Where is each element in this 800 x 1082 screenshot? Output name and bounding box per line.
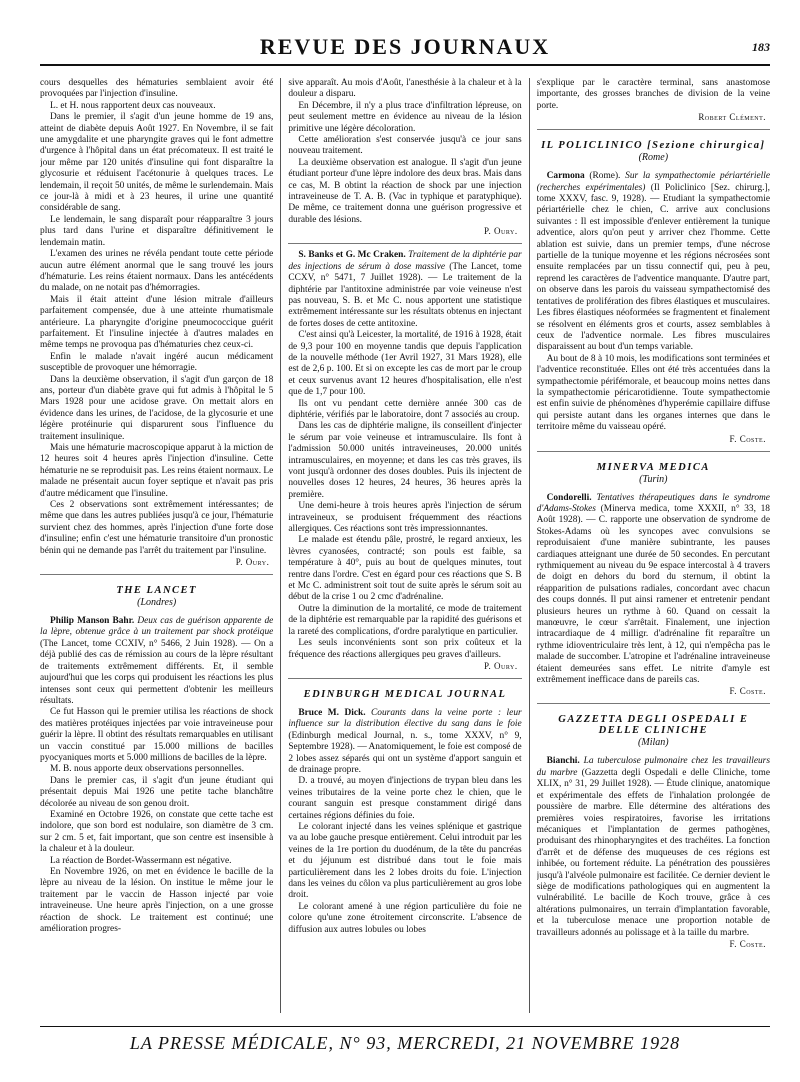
- paragraph: Dans la deuxième observation, il s'agit d'un garçon de 18 ans, porteur d'un diabète grave qui fut admis à l'hôpital le 5 Mars 1928 pour une acidose grave. On mettait alors en évidence dans les urines, de l'acidose, de la glycosurie et une légère protéinurie qui disparurent sous l'influence du traitement insulinique.: [40, 374, 274, 442]
- article-author: Bruce M. Dick.: [298, 707, 366, 718]
- paragraph: C'est ainsi qu'à Leicester, la mortalité, de 1916 à 1928, était de 9,3 pour 100 en moyenne tandis que depuis l'application de la nouvelle méthode (1er Avril 1927, 31 Mars 1928), elle est de 2,6 p. 100. Et si on excepte les cas de mort par le croup et ceux survenus avant 12 heures d'hospitalisation, elle n'est que de 1,7 pour 100.: [288, 330, 522, 398]
- author-signature: P. Oury.: [484, 226, 518, 237]
- section-divider: [288, 678, 521, 679]
- paragraph: En Décembre, il n'y a plus trace d'infiltration lépreuse, on peut seulement mettre en évidence au niveau de la lésion primitive une légère décoloration.: [288, 100, 522, 134]
- paragraph: sive apparaît. Au mois d'Août, l'anesthésie à la chaleur et à la douleur a disparu.: [288, 78, 522, 100]
- section-divider: [288, 243, 521, 244]
- journal-city: (Rome): [638, 152, 669, 164]
- article-text: (Minerva medica, tome XXXII, n° 33, 18 Août 1928). — C. rapporte une observation de syndrome de Stokes-Adams où les syncopes avec convulsions se reproduisaient d'une manière subintrante, les pauses cardiaques atteignant une durée de 50 secondes. En percutant rythmiquement au niveau du 9e espace intercostal à 4 travers de doigt en dehors du bord du sternum, il obtint la réapparition de pulsations radiales, concordant avec chacun des coups donnés. Il put ainsi ramener et entretenir pendant plusieurs heures un rythme à 60. Quand on cessait la manœuvre, le cœur s'arrêtait. Finalement, une injection intracardiaque de 4 milligr. d'adrénaline fit reparaître un rythme idioventriculaire très lent, à 12, qui n'empêcha pas le malade de succomber. L'atropine et l'adrénaline intraveineuse étaient demeurées sans effet. Le nitrite d'amyle est extrêmement inefficace dans de pareils cas.: [536, 503, 770, 686]
- paragraph: cours desquelles des hématuries semblaient avoir été provoquées par l'injection d'insuline.: [40, 78, 274, 100]
- article-abstract: [537, 493, 770, 687]
- paragraph: L'examen des urines ne révéla pendant toute cette période aucun autre élément anormal que le sang trouvé les jours d'hématurie. Les reins étaient normaux. Dans les antécédents du malade, on ne notait pas d'hémorragies.: [40, 249, 274, 294]
- paragraph: Les seuls inconvénients sont son prix coûteux et la fréquence des réactions allergiques peu graves d'ailleurs.: [288, 638, 522, 660]
- article-text: (Gazzetta degli Ospedali e delle Cliniche, tome XLIX, n° 31, 29 Juillet 1928). — Étude clinique, anatomique et expérimentale des effets de l'inhalation prolongée de poussière de marbre. Elle détermine des altérations des premières voies respiratoires, favorise les irritations mécaniques et l'implantation de germes pathogènes, produisant des rhinopharyngites et des trachéites. La fonction d'arrêt et de défense des muqueuses de ces régions est inhibée, ou fortement réduite. La pénétration des poussières jusqu'à l'alvéole pulmonaire est facilitée. Ce dernier devient le siège de modifications pathologiques qui en augmentent la vulnérabilité. Le bacille de Koch trouve, grâce à ces altérations pulmonaires, un terrain d'implantation favorable, et la tuberculose menace une proportion notable de travailleurs adonnés au polissage et à la taille du marbre.: [536, 767, 770, 938]
- footer-publication-line: LA PRESSE MÉDICALE, N° 93, MERCREDI, 21 NOVEMBRE 1928: [129, 1033, 681, 1053]
- article-title: La tuberculose pulmonaire chez les travailleurs du marbre: [536, 756, 770, 778]
- article-abstract: [40, 616, 273, 707]
- paragraph: D. a trouvé, au moyen d'injections de trypan bleu dans les veines tributaires de la veine porte chez le chien, que le courant sanguin est presque constamment dirigé dans certaines régions définies du foie.: [288, 776, 522, 821]
- section-divider: [537, 703, 770, 704]
- paragraph: Le colorant injecté dans les veines splénique et gastrique va au lobe gauche presque entièrement. Celui introduit par les veines de la 1re portion du duodénum, de la tête du pancréas et du jéjunum est distribué dans tout le foie mais particulièrement dans les 2 lobes droits du foie. L'injection dans les veines du côlon va plus particulièrement au gros lobe droit.: [288, 821, 522, 901]
- column-3: [537, 78, 770, 1013]
- article-title: Courants dans la veine porte : leur influence sur la distribution élective du sang dans le foie: [288, 707, 522, 730]
- article-columns: [40, 78, 770, 1013]
- paragraph: M. B. nous apporte deux observations personnelles.: [50, 764, 244, 775]
- article-author: S. Banks et G. Mc Craken.: [298, 250, 406, 261]
- journal-city: (Londres): [137, 597, 177, 609]
- paragraph: Au bout de 8 à 10 mois, les modifications sont terminées et l'adventice reconstituée. Elles ont été très accentuées dans la sympathectomie périfémorale, et beaucoup moins nettes dans la sympathectomie péricarotidienne. Toute sympathectomie est enfin suivie de phénomènes d'hyperémie capillaire diffuse qui persiste autant dans les organes internes que dans le territoire même du vaisseau opéré.: [536, 353, 770, 433]
- paragraph: La réaction de Bordet-Wassermann est négative.: [50, 855, 232, 866]
- paragraph: Le colorant amené à une région particulière du foie ne colore qu'une zone étroitement circonscrite. L'absence de diffusion aux autres lobules ou lobes: [288, 901, 522, 935]
- journal-city: (Milan): [638, 737, 669, 749]
- column-1: [40, 78, 273, 1013]
- journal-heading: GAZZETTA DEGLI OSPEDALI E DELLE CLINICHE: [558, 714, 749, 737]
- author-signature: F. Coste.: [729, 433, 766, 444]
- journal-city: (Turin): [639, 473, 668, 485]
- article-author: Condorelli.: [546, 492, 592, 503]
- paragraph: Outre la diminution de la mortalité, ce mode de traitement de la diphtérie est remarquable par la rapidité des guérisons et la rareté des complications, d'ordre paralytique en particulier.: [288, 603, 522, 637]
- journal-heading: EDINBURGH MEDICAL JOURNAL: [303, 688, 507, 700]
- paragraph: Mais une hématurie macroscopique apparut à la miction de 12 heures soit 4 heures après l'injection d'insuline. Cette hématurie ne se reproduisit pas. Les reins étaient normaux. Le malade ne présentait aucun foyer septique et n'avait pas pris d'autre médicament que l'insuline.: [40, 443, 274, 499]
- section-divider: [40, 574, 273, 575]
- page-number: 183: [752, 40, 770, 54]
- journal-heading: THE LANCET: [116, 585, 197, 597]
- article-abstract: [537, 171, 770, 354]
- page-title: REVUE DES JOURNAUX: [259, 34, 551, 59]
- paragraph: L. et H. nous rapportent deux cas nouveaux.: [50, 100, 216, 111]
- article-title: Traitement de la diphtérie par des injections de sérum à dose massive: [288, 250, 522, 272]
- section-divider: [537, 451, 770, 452]
- article-author: Philip Manson Bahr.: [50, 616, 135, 627]
- paragraph: Ils ont vu pendant cette dernière année 300 cas de diphtérie, vérifiés par le laboratoire, dont 7 associés au croup.: [288, 398, 522, 420]
- author-signature: F. Coste.: [729, 686, 766, 697]
- article-author: Bianchi.: [546, 756, 580, 767]
- paragraph: Examiné en Octobre 1926, on constate que cette tache est indolore, que son bord est nodulaire, son diamètre de 3 cm. sur 2 cm. 5 et, fait important, que son centre est insensible à la chaleur et à la douleur.: [40, 809, 274, 855]
- paragraph: Une demi-heure à trois heures après l'injection de sérum intraveineux, se produisent fréquemment des réactions allergiques. Ces réactions sont très impressionnantes.: [288, 501, 522, 535]
- paragraph: Cette amélioration s'est conservée jusqu'à ce jour sans nouveau traitement.: [288, 135, 522, 157]
- column-2: [288, 78, 521, 1013]
- paragraph: Dans le premier, il s'agit d'un jeune homme de 19 ans, atteint de diabète depuis Août 1927. En Novembre, il se fait une amygdalite et une pharyngite graves qui le font admettre d'urgence à l'hôpital dans un état précomateux. Il est traité le jour même par 120 unités d'insuline qui font disparaître la glycosurie et réduisent l'acétonurie à quelques traces. Le lendemain, il reçoit 50 unités, de même le surlendemain. Mais ce jour-là à midi et à 23 heures, il urine une quantité considérable de sang.: [40, 112, 274, 214]
- article-text: (Il Policlinico [Sez. chirurg.], tome XXXV, fasc. 9, 1928). — Etudiant la sympathectomie périartérielle chez le chien, C. arrive aux conclusions suivantes : Il est impossible d'enlever entièrement la tunique adventice, alors qu'on peut y arriver chez l'homme. Cette ablation est suivie, dans un premier temps, d'une nécrose partielle de la tunique moyenne et les régions nécrosées sont ensuite remplacées par un tissu connectif qui, peu à peu, reprend les caractères de l'adventice manquante. D'autre part, on observe dans les parois du vaisseau sympathectomisé des tentatives de prolifération des fibres élastiques et musculaires. Les fibres élastiques néoformées se fragmentent et finalement se résolvent en éléments gros et courts, assez semblables à ceux de l'adventice normale. Les fibres musculaires disparaissent au bout d'un temps variable.: [536, 182, 770, 353]
- paragraph: En Novembre 1926, on met en évidence le bacille de la lèpre au niveau de la lésion. On institue le même jour le traitement par le vaccin de Hasson injecté par voie intraveineuse. Une heure après l'injection, on a une grosse réaction de shock. Le traitement est continué; une amélioration progres-: [40, 867, 274, 935]
- article-text: (The Lancet, tome CCXV, n° 5471, 7 Juillet 1928). — Le traitement de la diphtérie par l'antitoxine administrée par voie veineuse n'est pas nouveau, S. B. et Mc C. nous apportent une statistique extrêmement intéressante sur les résultats obtenus en injectant de fortes doses de cette antitoxine.: [288, 261, 522, 329]
- article-abstract: [537, 756, 770, 939]
- author-signature: P. Oury.: [484, 660, 518, 671]
- article-abstract: [288, 250, 521, 330]
- paragraph: s'explique par le caractère terminal, sans anastomose importante, des grosses branches de division de la veine porte.: [536, 78, 770, 111]
- journal-heading: MINERVA MEDICA: [596, 461, 710, 473]
- paragraph: Dans le premier cas, il s'agit d'un jeune étudiant qui présentait depuis Mai 1926 une petite tache blanchâtre décolorée au niveau de son genou droit.: [40, 775, 274, 809]
- page-header: [40, 30, 770, 66]
- paragraph: Le malade est étendu pâle, prostré, le regard anxieux, les lèvres cyanosées, contracté; son pouls est faible, sa température à 40°, puis au bout de quelques minutes, tout rentre dans l'ordre. C'est en égard pour ces réactions que S. B et Mc C. administrent soit tout de suite après le sérum soit au début de la crise 1 ou 2 cmc d'adrénaline.: [288, 535, 522, 603]
- paragraph: Le lendemain, le sang disparaît pour réapparaître 3 jours plus tard dans l'urine et disparaître définitivement le lendemain matin.: [40, 214, 274, 248]
- article-text: (The Lancet, tome CCXIV, n° 5466, 2 Juin 1928). — On a déjà publié des cas de rémission au cours de la lèpre résultant de traitements extrêmement différents. Et, il semble aujourd'hui que les corps qui produisent les réactions les plus intenses sont ceux qui permettent d'obtenir les meilleurs résultats.: [40, 638, 274, 706]
- article-abstract: [288, 708, 521, 776]
- column-divider: [280, 78, 281, 1013]
- journal-heading: IL POLICLINICO [Sezione chirurgica]: [541, 140, 766, 152]
- article-title: Tentatives thérapeutiques dans le syndrome d'Adams-Stokes: [536, 492, 770, 514]
- paragraph: Enfin le malade n'avait ingéré aucun médicament susceptible de provoquer une hémorragie.: [40, 351, 274, 374]
- paragraph: Dans les cas de diphtérie maligne, ils conseillent d'injecter le sérum par voie veineuse et intramusculaire. Ils font à l'admission 50.000 unités intraveineuses, 20.000 unités intramusculaires, en moyenne; et dans les cas très graves, ils vont jusqu'à ordonner des doses doubles. Puis ils injectent de nouvelles doses 12 heures, 24 heures, 36 heures après la première.: [288, 421, 522, 500]
- paragraph: La deuxième observation est analogue. Il s'agit d'un jeune étudiant porteur d'une lèpre indolore des deux bras. Mais dans ce cas, M. B obtint la réaction de shock par une injection intraveineuse de T. A. B. (Vac in typhique et paratyphique). De même, ce traitement donna une guérison progressive et durable des lésions.: [288, 157, 522, 225]
- author-signature: Robert Clément.: [698, 112, 766, 123]
- article-text: (Edinburgh medical Journal, n. s., tome XXXV, n° 9, Septembre 1928). — Anatomiquement, le foie est composé de 2 lobes assez séparés qui ont un système d'apport sanguin et de drainage propre.: [288, 730, 522, 775]
- article-author: Carmona: [546, 171, 585, 182]
- paragraph: Mais il était atteint d'une lésion mitrale d'ailleurs parfaitement compensée, due à une atteinte rhumatismale antérieure. La pharyngite d'origine pneumococcique guérit parfaitement. Et l'insuline injectée à d'autres malades en même temps ne provoqua pas d'hématuries chez ceux-ci.: [40, 294, 274, 351]
- author-signature: F. Coste.: [729, 938, 766, 949]
- article-city: (Rome).: [589, 171, 621, 182]
- section-divider: [537, 129, 770, 130]
- paragraph: Ces 2 observations sont extrêmement intéressantes; de même que dans les autres publiées jusqu'à ce jour, l'hématurie survient chez des hommes, après l'injection d'une forte dose d'insuline; enfin c'est une hématurie transitoire d'un pronostic bénin qui ne demande pas l'arrêt du traitement par l'insuline.: [40, 500, 274, 556]
- column-divider: [529, 78, 530, 1013]
- article-title: Deux cas de guérison apparente de la lèpre, obtenue grâce à un traitement par shock protéique: [40, 616, 274, 638]
- author-signature: P. Oury.: [235, 557, 270, 568]
- article-title: Sur la sympathectomie périartérielle (recherches expérimentales): [536, 171, 770, 193]
- page-footer: [40, 1026, 770, 1057]
- paragraph: Ce fut Hasson qui le premier utilisa les réactions de shock des matières protéiques injectées par voie intraveineuse pour guérir la lèpre. Il obtint des résultats remarquables en utilisant un vaccin constitué par 15.000 millions de bacilles pyocyaniques morts et 5.000 millions de bacilles de la lèpre.: [40, 707, 274, 763]
